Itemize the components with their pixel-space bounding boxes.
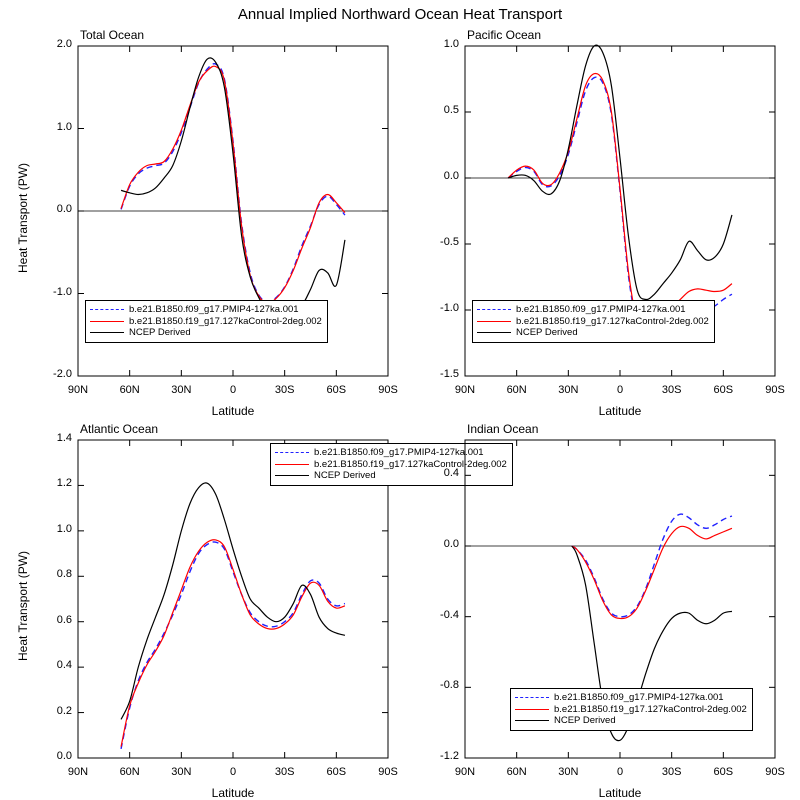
xaxis-label-2: Latitude: [211, 786, 255, 800]
ytick-3-0: -1.2: [440, 750, 459, 762]
legend-row-3-1: [515, 704, 747, 716]
series-line-2-1: [121, 540, 345, 747]
xtick-1-4: 30S: [661, 384, 682, 396]
xtick-2-4: 30S: [274, 766, 295, 778]
ytick-1-3: 0.0: [443, 170, 459, 182]
xtick-2-2: 30N: [171, 766, 192, 778]
ytick-1-5: 1.0: [443, 38, 459, 50]
xtick-0-5: 60S: [326, 384, 347, 396]
xtick-1-0: 90N: [454, 384, 476, 396]
panel-title-0: Total Ocean: [80, 28, 145, 42]
legend-label-1: b.e21.B1850.f19_g17.127kaControl-2deg.002: [554, 703, 747, 715]
legend-swatch-0: [477, 309, 511, 310]
ytick-0-4: 2.0: [56, 38, 72, 50]
ytick-2-4: 0.8: [56, 568, 72, 581]
xtick-0-1: 60N: [119, 384, 140, 396]
xtick-0-3: 0: [229, 384, 237, 396]
ytick-2-2: 0.4: [56, 659, 72, 672]
series-line-1-0: [508, 77, 732, 334]
xtick-3-1: 60N: [506, 766, 527, 778]
legend-swatch-2: [275, 475, 309, 476]
ytick-2-6: 1.2: [56, 477, 72, 490]
yaxis-label-2: Heat Transport (PW): [16, 550, 30, 661]
legend-label-0: b.e21.B1850.f09_g17.PMIP4-127ka.001: [129, 304, 299, 315]
xtick-0-4: 30S: [274, 384, 295, 396]
xtick-1-2: 30N: [558, 384, 579, 396]
ytick-1-2: -0.5: [440, 236, 459, 248]
xaxis-label-1: Latitude: [598, 404, 642, 418]
series-line-2-2: [121, 483, 345, 720]
legend-label-1: b.e21.B1850.f19_g17.127kaControl-2deg.002: [129, 315, 322, 327]
xtick-1-5: 60S: [713, 384, 734, 396]
xtick-1-6: 90S: [765, 384, 785, 396]
legend-swatch-1: [90, 321, 124, 322]
figure-title: Annual Implied Northward Ocean Heat Transport: [237, 6, 563, 23]
legend-row-0-1: [90, 316, 322, 328]
xtick-3-4: 30S: [661, 766, 682, 778]
series-line-0-1: [121, 66, 345, 303]
ytick-2-1: 0.2: [56, 704, 72, 717]
legend-row-2-2: [275, 470, 507, 482]
legend-label-0: b.e21.B1850.f09_g17.PMIP4-127ka.001: [314, 447, 484, 458]
legend-row-0-2: [90, 327, 322, 339]
legend-label-2: NCEP Derived: [554, 715, 616, 726]
xaxis-label-0: Latitude: [211, 404, 255, 418]
xtick-1-3: 0: [616, 384, 624, 396]
legend-swatch-1: [515, 709, 549, 710]
legend-row-1-0: [477, 304, 709, 316]
legend-1: [472, 300, 715, 343]
ytick-0-0: -2.0: [53, 368, 72, 380]
legend-label-0: b.e21.B1850.f09_g17.PMIP4-127ka.001: [554, 692, 724, 703]
ytick-0-3: 1.0: [56, 120, 72, 133]
legend-label-2: NCEP Derived: [314, 470, 376, 481]
ytick-1-1: -1.0: [440, 302, 459, 314]
xtick-0-6: 90S: [378, 384, 398, 396]
legend-2: [270, 443, 513, 486]
ytick-2-7: 1.4: [56, 432, 72, 444]
xtick-0-2: 30N: [171, 384, 192, 396]
xtick-2-6: 90S: [378, 766, 398, 778]
xtick-3-6: 90S: [765, 766, 785, 778]
legend-0: [85, 300, 328, 343]
legend-swatch-2: [90, 332, 124, 333]
ytick-1-0: -1.5: [440, 368, 459, 380]
xaxis-label-3: Latitude: [598, 786, 642, 800]
legend-swatch-2: [515, 720, 549, 721]
legend-swatch-2: [477, 332, 511, 333]
series-line-1-2: [508, 45, 732, 299]
xtick-3-0: 90N: [454, 766, 476, 778]
ytick-2-5: 1.0: [56, 522, 72, 535]
ytick-0-1: -1.0: [53, 285, 72, 298]
series-line-1-1: [508, 73, 732, 331]
xtick-2-1: 60N: [119, 766, 140, 778]
legend-label-2: NCEP Derived: [516, 327, 578, 338]
ytick-3-3: 0.0: [443, 538, 459, 550]
legend-label-0: b.e21.B1850.f09_g17.PMIP4-127ka.001: [516, 304, 686, 315]
legend-3: [510, 688, 753, 731]
legend-row-3-0: [515, 692, 747, 704]
legend-swatch-0: [275, 452, 309, 453]
series-line-3-1: [572, 526, 732, 618]
series-line-0-2: [121, 58, 345, 319]
ytick-2-3: 0.6: [56, 613, 72, 626]
legend-label-2: NCEP Derived: [129, 327, 191, 338]
legend-row-0-0: [90, 304, 322, 316]
series-line-3-0: [572, 514, 732, 617]
series-line-0-0: [121, 64, 345, 302]
xtick-2-3: 0: [229, 766, 237, 778]
series-line-2-0: [121, 542, 345, 749]
ytick-3-4: 0.4: [443, 467, 459, 480]
legend-row-2-1: [275, 459, 507, 471]
legend-row-1-2: [477, 327, 709, 339]
legend-swatch-0: [515, 697, 549, 698]
xtick-3-3: 0: [616, 766, 624, 778]
ytick-3-2: -0.4: [440, 608, 459, 621]
panel-title-2: Atlantic Ocean: [80, 422, 159, 436]
xtick-3-5: 60S: [713, 766, 734, 778]
xtick-2-5: 60S: [326, 766, 347, 778]
yaxis-label-0: Heat Transport (PW): [16, 162, 30, 273]
ytick-0-2: 0.0: [56, 203, 72, 215]
xtick-3-2: 30N: [558, 766, 579, 778]
xtick-0-0: 90N: [67, 384, 89, 396]
ytick-2-0: 0.0: [56, 750, 72, 762]
ytick-1-4: 0.5: [443, 104, 459, 116]
xtick-2-0: 90N: [67, 766, 89, 778]
panel-title-1: Pacific Ocean: [467, 28, 542, 42]
legend-label-1: b.e21.B1850.f19_g17.127kaControl-2deg.002: [516, 315, 709, 327]
legend-row-1-1: [477, 316, 709, 328]
panel-title-3: Indian Ocean: [467, 422, 539, 436]
legend-swatch-0: [90, 309, 124, 310]
legend-row-2-0: [275, 447, 507, 459]
legend-swatch-1: [477, 321, 511, 322]
ytick-3-1: -0.8: [440, 679, 459, 692]
legend-label-1: b.e21.B1850.f19_g17.127kaControl-2deg.002: [314, 458, 507, 470]
legend-row-3-2: [515, 715, 747, 727]
xtick-1-1: 60N: [506, 384, 527, 396]
legend-swatch-1: [275, 464, 309, 465]
